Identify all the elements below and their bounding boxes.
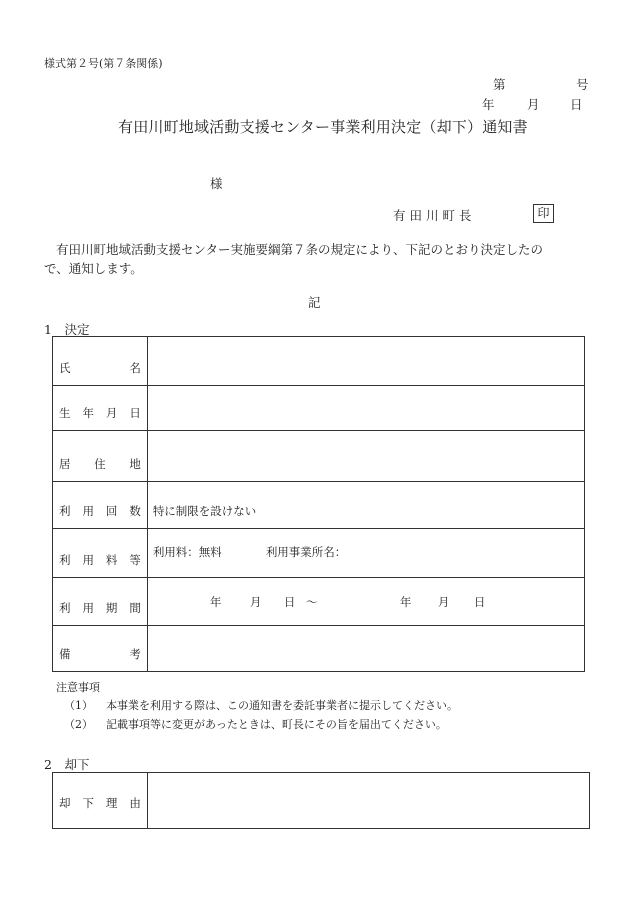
address-field[interactable]	[147, 431, 584, 482]
doc-number-prefix: 第	[493, 77, 506, 92]
label-char: 利	[59, 504, 71, 518]
label-char: 数	[129, 504, 141, 518]
remarks-field[interactable]	[147, 626, 584, 672]
decision-table	[52, 336, 585, 672]
period-start-month: 月	[249, 595, 262, 609]
row-label-period	[53, 578, 148, 626]
label-char: 備	[59, 647, 71, 661]
issuer-name: 有 田 川 町 長	[393, 208, 472, 223]
notes-heading: 注意事項	[56, 681, 100, 694]
row-label-rejection-reason	[53, 773, 148, 829]
table-row	[53, 773, 590, 829]
period-start-day: 日	[283, 595, 296, 609]
row-label-name	[53, 337, 148, 386]
label-char: 下	[82, 796, 94, 810]
office-name-label: 利用事業所名：	[265, 545, 347, 559]
row-label-birthdate	[53, 386, 148, 431]
label-char: 等	[129, 553, 141, 567]
label-char: 期	[105, 601, 118, 615]
seal-box: 印	[533, 204, 554, 223]
recipient-suffix: 様	[210, 176, 223, 191]
date-day: 日	[570, 97, 583, 112]
table-row	[53, 626, 585, 672]
note-number: （1）	[64, 699, 93, 712]
label-char: 氏	[59, 361, 71, 375]
label-char: 生	[59, 406, 71, 420]
label-char: 理	[105, 796, 118, 810]
label-char: 利	[59, 601, 71, 615]
birthdate-field[interactable]	[147, 386, 584, 431]
label-char: 用	[82, 553, 94, 567]
rejection-table	[52, 772, 590, 829]
document-title: 有田川町地域活動支援センター事業利用決定（却下）通知書	[118, 118, 528, 136]
label-char: 名	[129, 361, 141, 375]
row-label-fees	[53, 529, 148, 578]
label-char: 考	[129, 647, 141, 661]
table-row	[53, 578, 585, 626]
fees-field[interactable]	[147, 529, 584, 578]
table-row	[53, 431, 585, 482]
label-char: 月	[105, 406, 118, 420]
usage-count-value: 特に制限を設けない	[152, 504, 257, 518]
label-char: 間	[129, 601, 141, 615]
label-char: 地	[129, 457, 141, 471]
label-char: 利	[59, 553, 71, 567]
label-char: 日	[129, 406, 141, 420]
label-char: 由	[129, 796, 141, 810]
rejection-reason-field[interactable]	[147, 773, 589, 829]
period-end-year: 年	[399, 595, 412, 609]
period-start-year: 年	[209, 595, 222, 609]
form-number: 様式第２号(第７条関係)	[44, 57, 163, 70]
row-label-usage-count	[53, 482, 148, 529]
section1-heading: 1 決定	[44, 322, 90, 337]
table-row	[53, 337, 585, 386]
label-char: 年	[82, 406, 94, 420]
doc-number-suffix: 号	[576, 77, 589, 92]
row-label-address	[53, 431, 148, 482]
fee-text: 利用料：無料	[152, 545, 222, 559]
label-char: 用	[82, 504, 94, 518]
period-end-month: 月	[437, 595, 450, 609]
ki-heading: 記	[308, 295, 321, 310]
period-end-day: 日	[473, 595, 486, 609]
label-char: 住	[94, 457, 106, 471]
table-row	[53, 529, 585, 578]
date-month: 月	[527, 97, 540, 112]
label-char: 料	[105, 553, 118, 567]
row-label-remarks	[53, 626, 148, 672]
name-field[interactable]	[147, 337, 584, 386]
date-year: 年	[482, 97, 495, 112]
label-char: 回	[105, 504, 118, 518]
label-char: 居	[59, 457, 71, 471]
label-char: 却	[59, 796, 71, 810]
label-char: 用	[82, 601, 94, 615]
note-text: 記載事項等に変更があったときは、町長にその旨を届出てください。	[106, 718, 447, 731]
section2-heading: 2 却下	[44, 757, 90, 772]
period-field[interactable]	[147, 578, 584, 626]
table-row	[53, 386, 585, 431]
note-number: （2）	[64, 718, 93, 731]
body-text-line1: 有田川町地域活動支援センター実施要綱第７条の規定により、下記のとおり決定したの	[56, 242, 544, 257]
table-row	[53, 482, 585, 529]
period-tilde: ～	[305, 595, 318, 609]
note-text: 本事業を利用する際は、この通知書を委託事業者に提示してください。	[106, 699, 458, 712]
body-text-line2: で、通知します。	[44, 261, 143, 276]
usage-count-field[interactable]	[147, 482, 584, 529]
